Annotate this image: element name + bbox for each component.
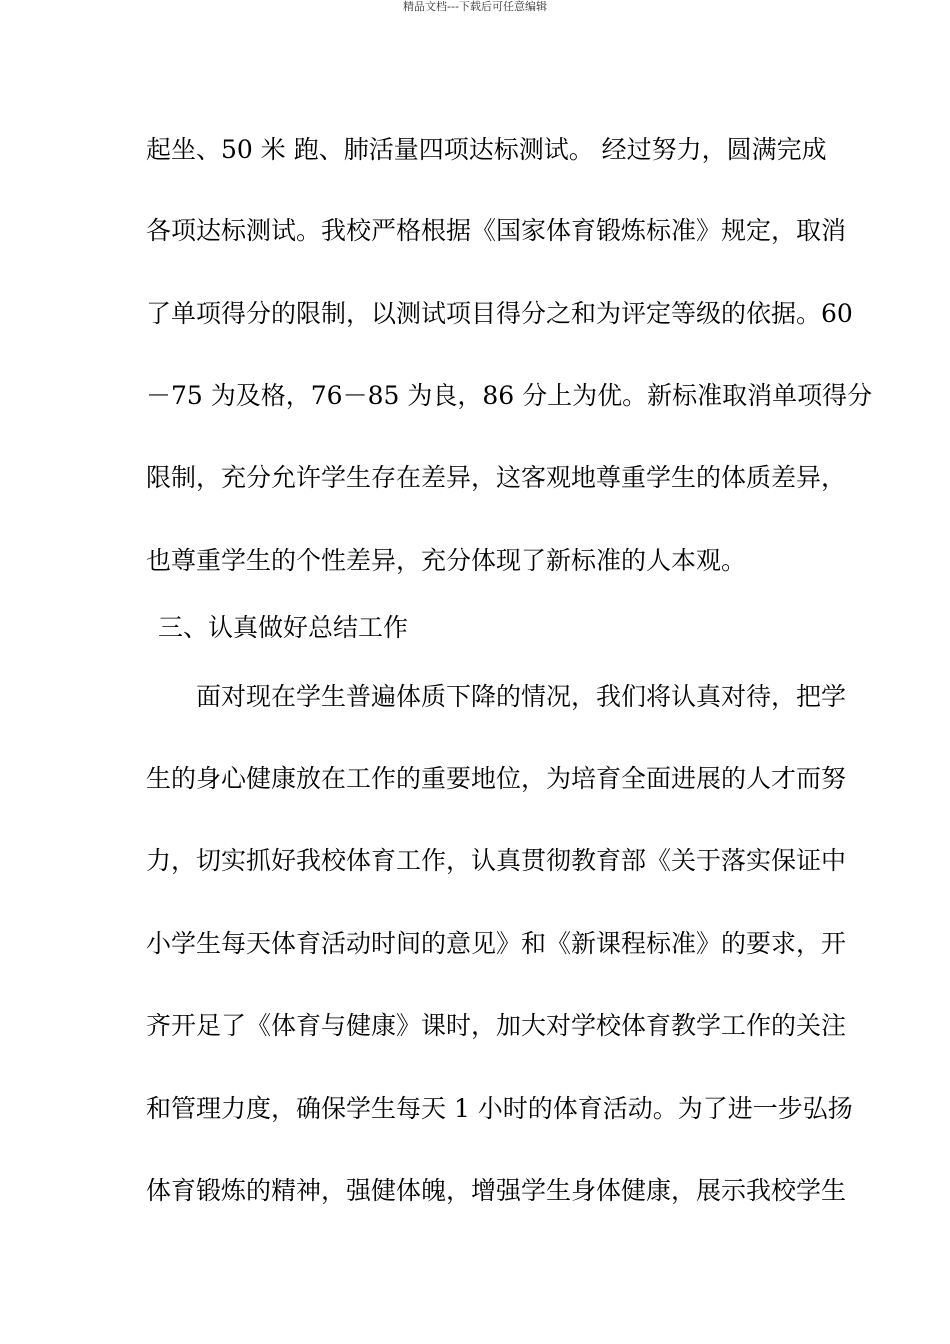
page-header: 精品文档---下载后可任意编辑 bbox=[403, 0, 547, 13]
paragraph-line-6: 也尊重学生的个性差异，充分体现了新标准的人本观。 bbox=[146, 546, 747, 575]
paragraph-line-2: 各项达标测试。我校严格根据《国家体育锻炼标准》规定，取消 bbox=[146, 216, 847, 245]
paragraph-line-5: 限制，充分允许学生存在差异，这客观地尊重学生的体质差异， bbox=[146, 463, 847, 492]
paragraph-line-12: 齐开足了《体育与健康》课时，加大对学校体育教学工作的关注 bbox=[146, 1011, 847, 1040]
section-heading: 三、认真做好总结工作 bbox=[158, 613, 409, 642]
paragraph-line-1: 起坐、50 米 跑、肺活量四项达标测试。 经过努力，圆满完成 bbox=[146, 135, 827, 164]
paragraph-line-11: 小学生每天体育活动时间的意见》和《新课程标准》的要求，开 bbox=[146, 929, 847, 958]
paragraph-line-10: 力，切实抓好我校体育工作，认真贯彻教育部《关于落实保证中 bbox=[146, 846, 847, 875]
paragraph-line-13: 和管理力度，确保学生每天 1 小时的体育活动。为了进一步弘扬 bbox=[146, 1094, 853, 1123]
paragraph-line-3: 了单项得分的限制，以测试项目得分之和为评定等级的依据。60 bbox=[146, 299, 853, 328]
paragraph-line-14: 体育锻炼的精神，强健体魄，增强学生身体健康，展示我校学生 bbox=[146, 1176, 847, 1205]
paragraph-line-9: 生的身心健康放在工作的重要地位，为培育全面进展的人才而努 bbox=[146, 764, 847, 793]
paragraph-line-8: 面对现在学生普遍体质下降的情况，我们将认真对待，把学 bbox=[196, 682, 847, 711]
paragraph-line-4: －75 为及格，76－85 为良，86 分上为优。新标准取消单项得分 bbox=[146, 381, 873, 410]
